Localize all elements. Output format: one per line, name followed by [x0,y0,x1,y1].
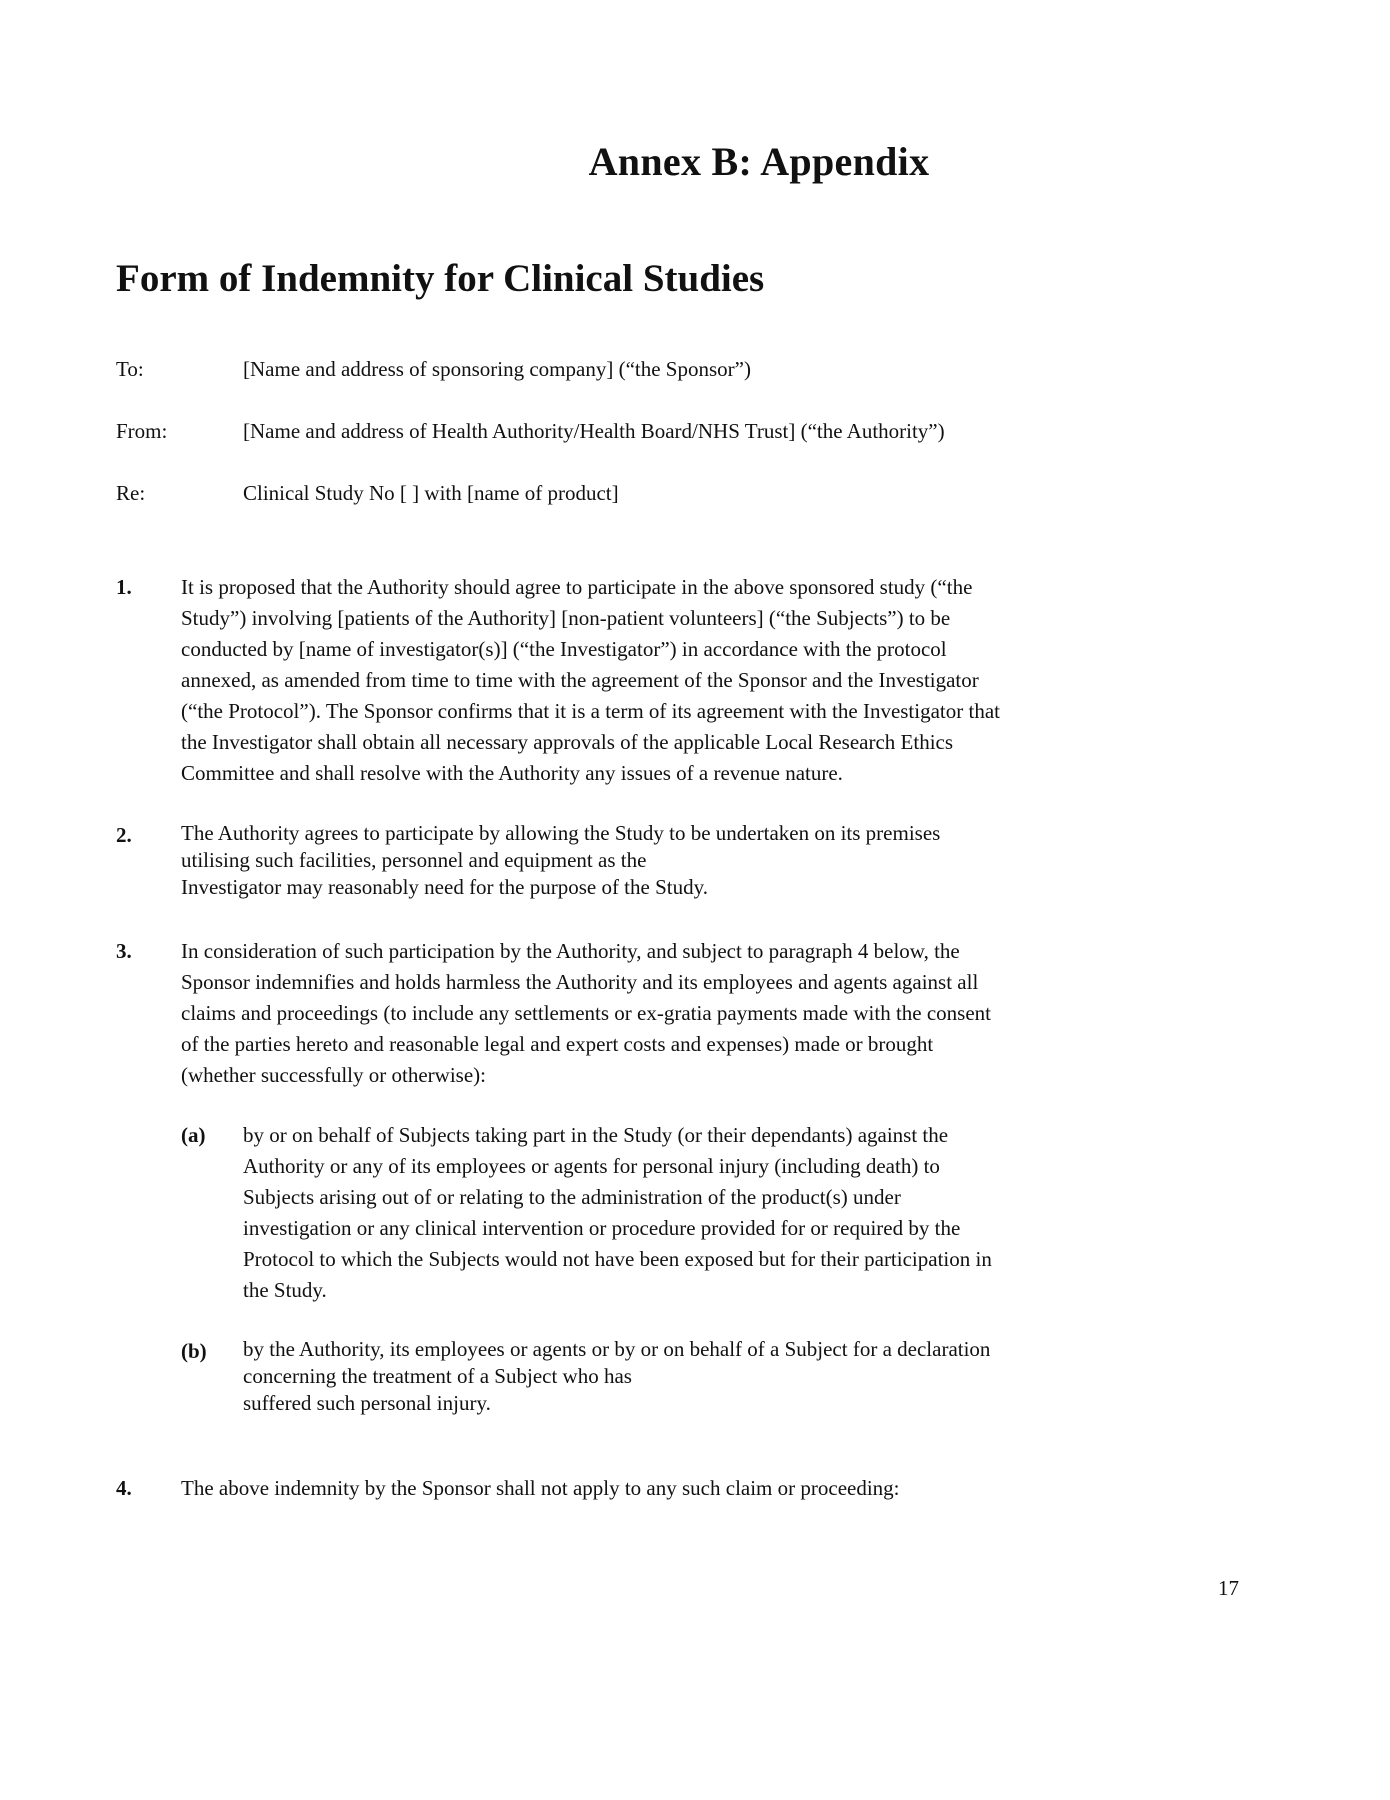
text-line: Protocol to which the Subjects would not have been exposed but for their participation in [243,1247,992,1271]
text-line: the Study. [243,1278,327,1302]
memo-re-label: Re: [116,481,146,505]
text-line: concerning the treatment of a Subject who has [243,1364,632,1388]
text-line: utilising such facilities, personnel and equipment as the [181,848,647,872]
memo-re-value: Clinical Study No [ ] with [name of product] [243,481,619,505]
text-line: claims and proceedings (to include any settlements or ex-gratia payments made with the consent [181,1001,991,1025]
text-line: by or on behalf of Subjects taking part in the Study (or their dependants) against the [243,1123,949,1147]
paragraph-4 [116,1473,1056,1504]
paragraph-text [181,572,1056,789]
paragraph-text [181,1473,1056,1504]
text-line: by the Authority, its employees or agents or by or on behalf of a Subject for a declaration [243,1337,991,1361]
form-title: Form of Indemnity for Clinical Studies [116,257,765,300]
subparagraph-text [243,1120,1061,1306]
text-line: of the parties hereto and reasonable legal and expert costs and expenses) made or brought [181,1032,934,1056]
paragraph-number: 2. [116,823,132,847]
subparagraph-text [243,1336,1061,1417]
paragraph-1 [116,572,1056,789]
paragraph-text [181,936,1056,1091]
subparagraph-a [181,1120,1061,1306]
text-line: the Investigator shall obtain all necessary approvals of the applicable Local Research Ethics [181,730,954,754]
text-line: investigation or any clinical intervention or procedure provided for or required by the [243,1216,961,1240]
text-line: Authority or any of its employees or agents for personal injury (including death) to [243,1154,940,1178]
text-line: conducted by [name of investigator(s)] (“the Investigator”) in accordance with the protocol [181,637,947,661]
text-line: (“the Protocol”). The Sponsor confirms that it is a term of its agreement with the Investigator that [181,699,1000,723]
paragraph-2 [116,820,1056,901]
text-line: In consideration of such participation by the Authority, and subject to paragraph 4 below, the [181,939,960,963]
paragraph-number: 1. [116,575,132,599]
text-line: Subjects arising out of or relating to the administration of the product(s) under [243,1185,901,1209]
page-number: 17 [1218,1576,1239,1600]
page-heading: Annex B: Appendix [588,139,930,184]
text-line: Sponsor indemnifies and holds harmless the Authority and its employees and agents against all [181,970,979,994]
paragraph-text [181,820,1056,901]
text-line: The Authority agrees to participate by allowing the Study to be undertaken on its premises [181,821,941,845]
memo-from-label: From: [116,419,168,443]
text-line: Investigator may reasonably need for the purpose of the Study. [181,875,708,899]
text-line: The above indemnity by the Sponsor shall not apply to any such claim or proceeding: [181,1476,900,1500]
text-line: Committee and shall resolve with the Authority any issues of a revenue nature. [181,761,843,785]
subparagraph-b [181,1336,1061,1417]
paragraph-number: 3. [116,939,132,963]
memo-from-value: [Name and address of Health Authority/Health Board/NHS Trust] (“the Authority”) [243,419,945,443]
paragraph-3 [116,936,1056,1091]
memo-to-label: To: [116,357,144,381]
memo-to-value: [Name and address of sponsoring company] (“the Sponsor”) [243,357,751,381]
text-line: annexed, as amended from time to time with the agreement of the Sponsor and the Investigator [181,668,979,692]
subparagraph-label: (a) [181,1123,206,1147]
text-line: (whether successfully or otherwise): [181,1063,486,1087]
subparagraph-label: (b) [181,1339,207,1363]
paragraph-number: 4. [116,1476,132,1500]
text-line: Study”) involving [patients of the Authority] [non-patient volunteers] (“the Subjects”) to be [181,606,951,630]
text-line: suffered such personal injury. [243,1391,491,1415]
text-line: It is proposed that the Authority should agree to participate in the above sponsored study (“the [181,575,973,599]
